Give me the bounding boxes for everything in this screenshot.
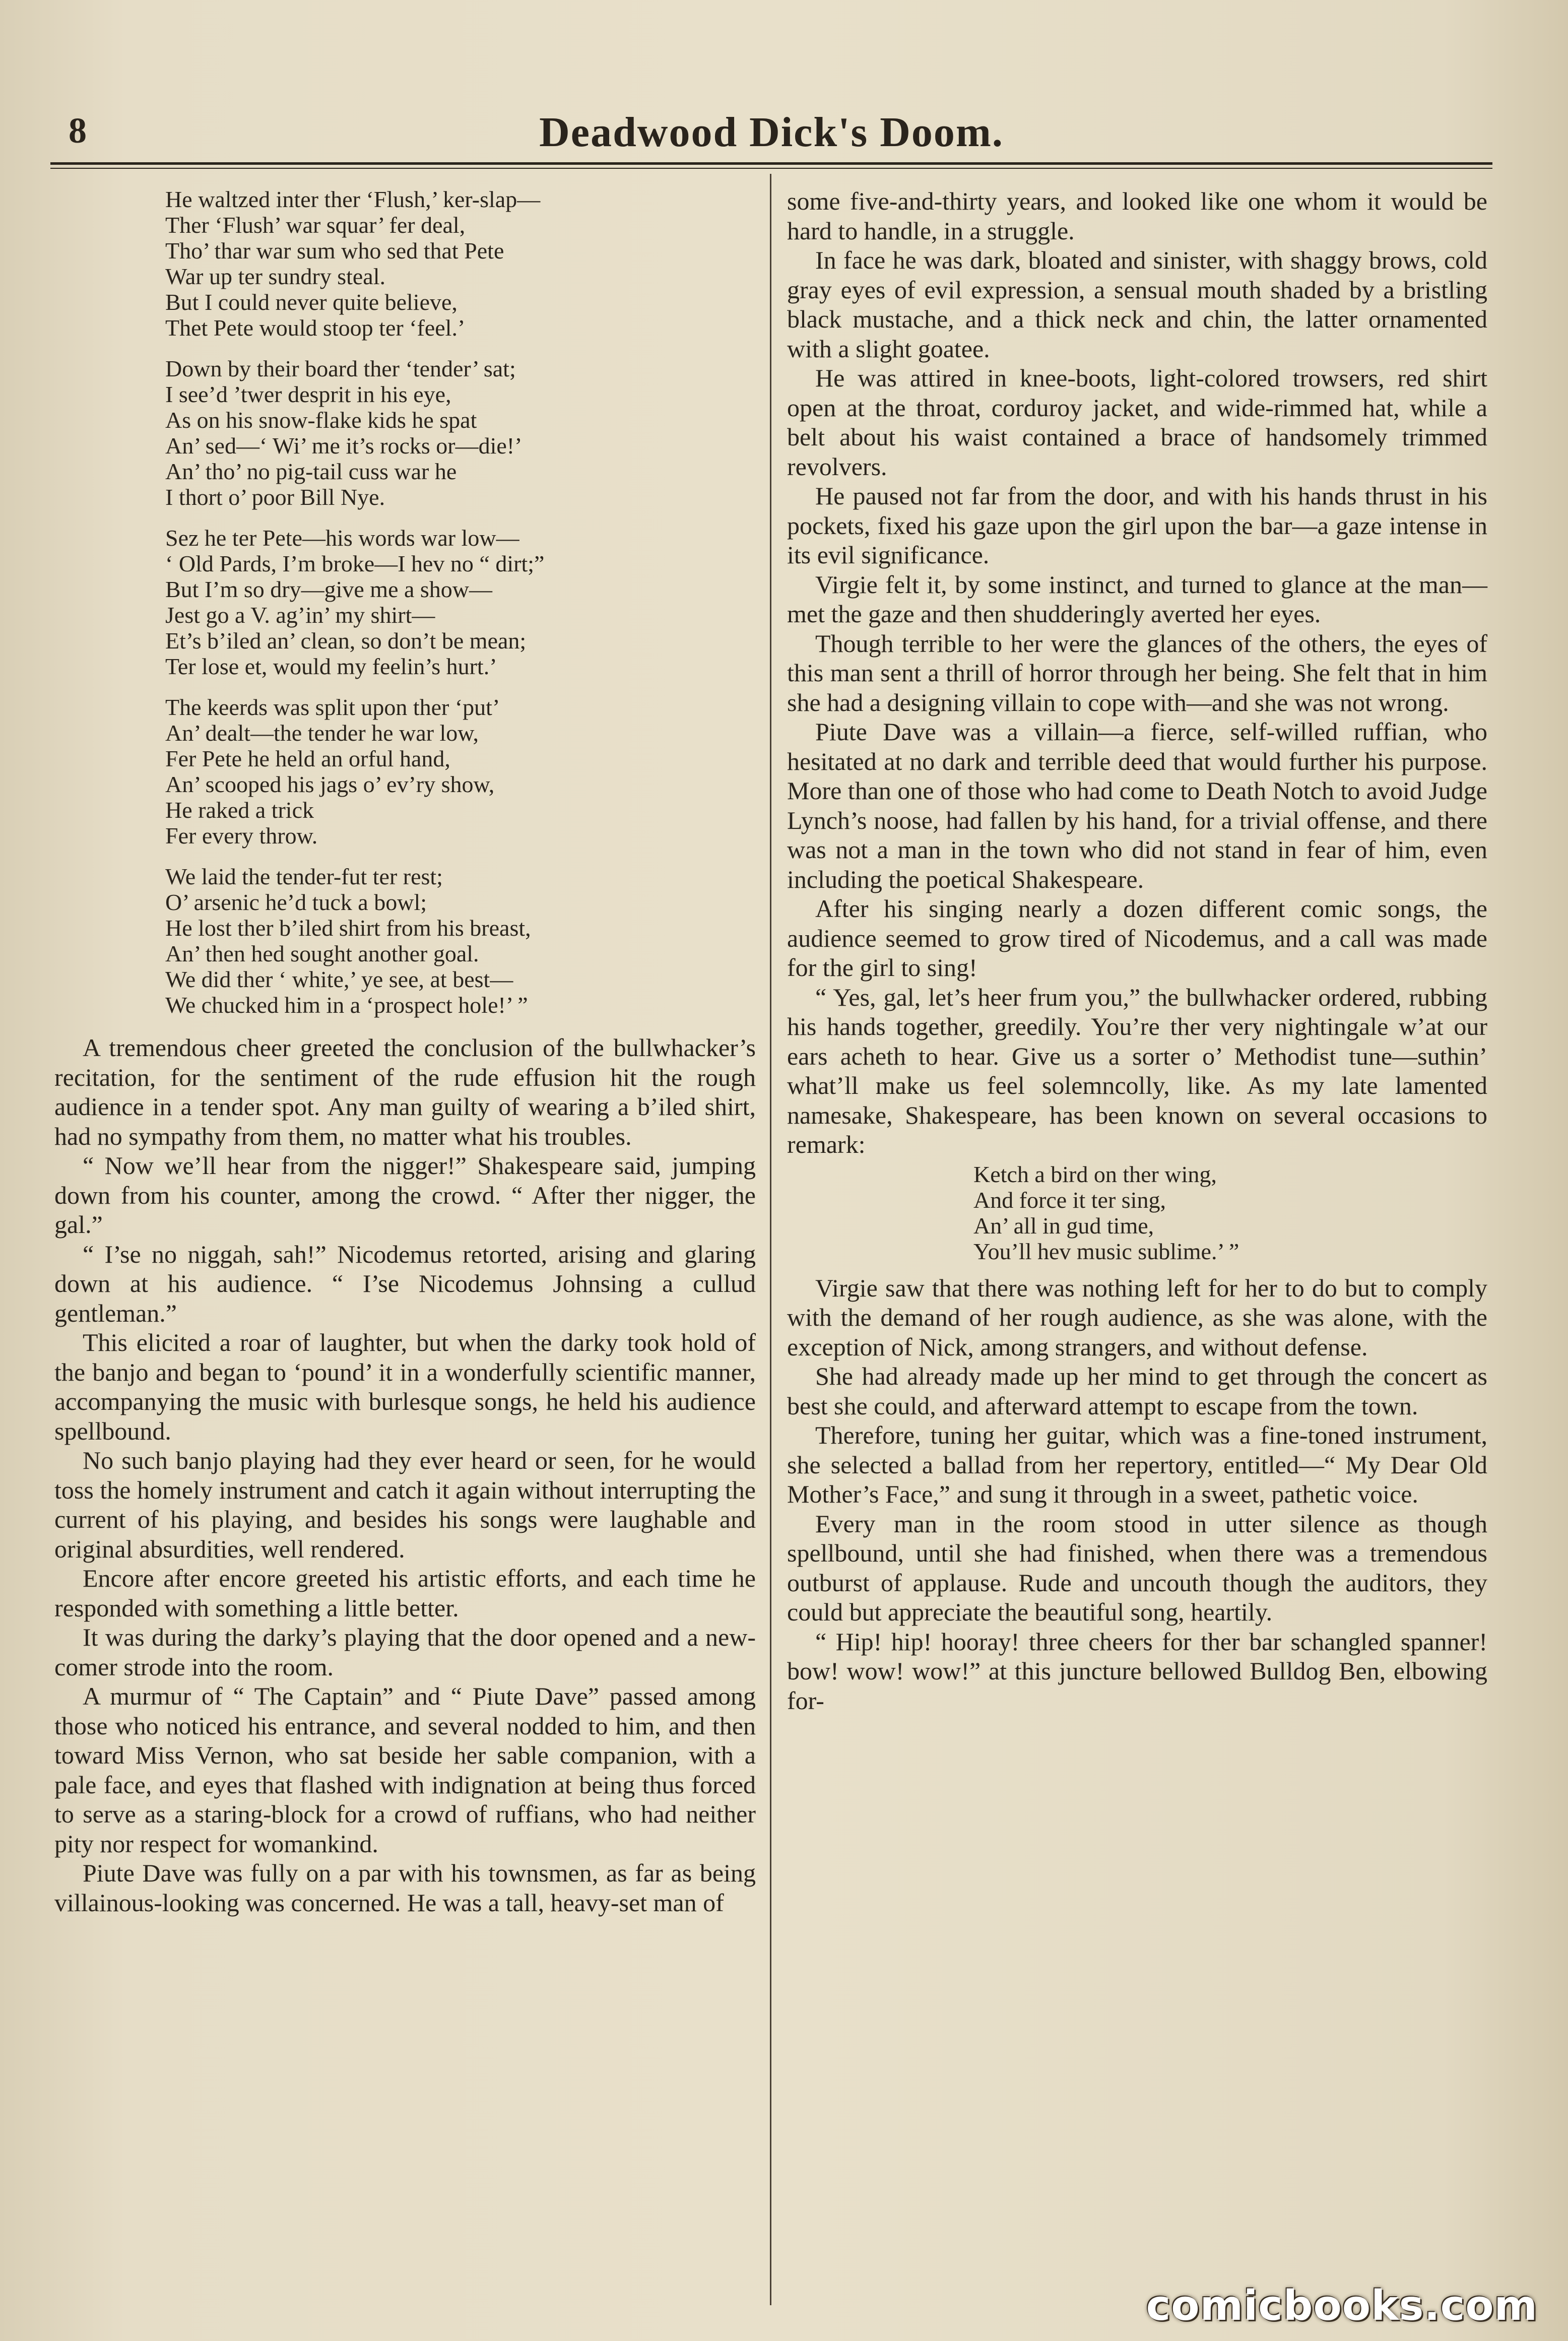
paragraph: This elicited a roar of laughter, but when the darky took hold of the banjo and began to ‘pound’ it in a wonderfully scientific manner, accompanying the music with burlesque songs, he held his audience spellbound. [54, 1328, 756, 1445]
paragraph: Piute Dave was a villain—a fierce, self-willed ruffian, who hesitated at no dark and terrible deed that would further his purpose. More than one of those who had come to Death Notch to avoid Judge Lynch’s noose, had fallen by his hand, for a trivial offense, and there was not a man in the town who did not stand in fear of him, even including the poetical Shakespeare. [787, 718, 1487, 893]
watermark: comicbooks.com [1146, 2282, 1538, 2330]
poem-line: Sez he ter Pete—his words war low— [165, 525, 519, 551]
paragraph: In face he was dark, bloated and sinister, with shaggy brows, cold gray eyes of evil expression, a sensual mouth shaded by a bristling black mustache, and a thick neck and chin, the latter ornamented with a slight goatee. [787, 246, 1487, 363]
poem-stanza [165, 864, 756, 1018]
paragraph: No such banjo playing had they ever heard or seen, for he would toss the homely instrument and catch it again without interrupting the current of his playing, and besides his songs were laughable and original absurdities, well rendered. [54, 1446, 756, 1563]
poem-line: Thet Pete would stoop ter ‘feel.’ [165, 315, 466, 341]
poem-line: We chucked him in a ‘prospect hole!’ ” [165, 992, 528, 1018]
poem-line: An’ dealt—the tender he war low, [165, 720, 479, 746]
header-rule-thin [50, 168, 1492, 169]
poem-line: I see’d ’twer desprit in his eye, [165, 381, 451, 407]
poem-line: Et’s b’iled an’ clean, so don’t be mean; [165, 628, 527, 654]
poem-stanza [165, 525, 756, 679]
right-paragraphs-after-verse [787, 1273, 1487, 1716]
verse-line: An’ all in gud time, [973, 1212, 1154, 1239]
poem-line: An’ then hed sought another goal. [165, 941, 479, 966]
paragraph: “ Yes, gal, let’s heer frum you,” the bullwhacker ordered, rubbing his hands together, greedily. You’re ther very nightingale w’at our ears acheth to hear. Give us a sorter o’ Methodist tune—suthin’ what’ll make us feel solemncolly, like. As my late lamented namesake, Shakespeare, has been known on several occasions to remark: [787, 983, 1487, 1158]
poem [54, 186, 756, 1018]
paragraph: “ I’se no niggah, sah!” Nicodemus retorted, arising and glaring down at his audience. “ I’se Nicodemus Johnsing a cullud gentleman.” [54, 1240, 756, 1327]
poem-line: We laid the tender-fut ter rest; [165, 864, 443, 889]
left-column [54, 186, 756, 1917]
verse-line: Ketch a bird on ther wing, [973, 1161, 1217, 1187]
paragraph: A murmur of “ The Captain” and “ Piute Dave” passed among those who noticed his entrance, and several nodded to him, and then toward Miss Vernon, who sat beside her sable companion, with a pale face, and eyes that flashed with indignation at being thus forced to serve as a staring-block for a crowd of ruffians, who had neither pity nor respect for womankind. [54, 1682, 756, 1858]
header-rule [50, 162, 1492, 165]
poem-line: Tho’ thar war sum who sed that Pete [165, 238, 504, 264]
poem-line: Ther ‘Flush’ war squar’ fer deal, [165, 212, 466, 238]
poem-stanza [165, 186, 756, 341]
poem-line: An’ sed—‘ Wi’ me it’s rocks or—die!’ [165, 433, 522, 459]
poem-line: Jest go a V. ag’in’ my shirt— [165, 602, 435, 628]
poem-line: He raked a trick [165, 797, 314, 823]
page-header [50, 101, 1492, 161]
poem-line: ‘ Old Pards, I’m broke—I hev no “ dirt;” [165, 551, 545, 576]
verse-line: You’ll hev music sublime.’ ” [973, 1238, 1239, 1264]
paragraph: Therefore, tuning her guitar, which was a fine-toned instrument, she selected a ballad from her repertory, entitled—“ My Dear Old Mother’s Face,” and sung it through in a sweet, pathetic voice. [787, 1421, 1487, 1508]
paragraph: Every man in the room stood in utter silence as though spellbound, until she had finished, when there was a tremendous outburst of applause. Rude and uncouth though the auditors, they could but appreciate the beautiful song, heartily. [787, 1509, 1487, 1626]
poem-line: But I’m so dry—give me a show— [165, 576, 493, 602]
paragraph: He was attired in knee-boots, light-colored trowsers, red shirt open at the throat, corduroy jacket, and wide-rimmed hat, while a belt about his waist contained a brace of handsomely trimmed revolvers. [787, 364, 1487, 481]
right-paragraphs-before-verse [787, 186, 1487, 1159]
poem-line: As on his snow-flake kids he spat [165, 407, 477, 433]
poem-line: He waltzed inter ther ‘Flush,’ ker-slap— [165, 186, 541, 212]
paragraph: He paused not far from the door, and with his hands thrust in his pockets, fixed his gaze upon the girl upon the bar—a gaze intense in its evil significance. [787, 482, 1487, 569]
paragraph: Encore after encore greeted his artistic efforts, and each time he responded with something a little better. [54, 1564, 756, 1622]
poem-line: Down by their board ther ‘tender’ sat; [165, 356, 516, 381]
poem-line: Ter lose et, would my feelin’s hurt.’ [165, 654, 497, 679]
poem-line: An’ scooped his jags o’ ev’ry show, [165, 771, 495, 797]
paragraph: A tremendous cheer greeted the conclusion of the bullwhacker’s recitation, for the sentiment of the rude effusion hit the rough audience in a tender spot. Any man guilty of wearing a b’iled shirt, had no sympathy from them, no matter what his troubles. [54, 1033, 756, 1150]
poem-line: The keerds was split upon ther ‘put’ [165, 694, 500, 720]
poem-line: War up ter sundry steal. [165, 264, 385, 289]
verse-line: And force it ter sing, [973, 1187, 1166, 1213]
paragraph: Though terrible to her were the glances of the others, the eyes of this man sent a thrill of horror through her being. She felt that in him she had a designing villain to cope with—and she was not wrong. [787, 629, 1487, 717]
paragraph: Piute Dave was fully on a par with his townsmen, as far as being villainous-looking was concerned. He was a tall, heavy-set man of [54, 1859, 756, 1917]
poem-line: Fer every throw. [165, 823, 318, 849]
paragraph: some five-and-thirty years, and looked like one whom it would be hard to handle, in a struggle. [787, 187, 1487, 245]
poem-line: O’ arsenic he’d tuck a bowl; [165, 889, 427, 915]
right-column [787, 186, 1487, 1715]
paragraph: Virgie saw that there was nothing left for her to do but to comply with the demand of her rough audience, as she was alone, with the exception of Nick, among strangers, and without defense. [787, 1273, 1487, 1361]
left-paragraphs [54, 1033, 756, 1917]
running-title: Deadwood Dick's Doom. [539, 109, 1004, 156]
poem-line: I thort o’ poor Bill Nye. [165, 484, 385, 510]
poem-line: An’ tho’ no pig-tail cuss war he [165, 459, 457, 484]
poem-line: We did ther ‘ white,’ ye see, at best— [165, 966, 513, 992]
poem-stanza [165, 356, 756, 510]
page-number: 8 [69, 110, 87, 151]
paragraph: “ Hip! hip! hooray! three cheers for ther bar schangled spanner! bow! wow! wow!” at this juncture bellowed Bulldog Ben, elbowing for- [787, 1627, 1487, 1715]
poem-stanza [165, 694, 756, 849]
paragraph: Virgie felt it, by some instinct, and turned to glance at the man—met the gaze and then shudderingly averted her eyes. [787, 570, 1487, 628]
quoted-verse [973, 1161, 1487, 1264]
poem-line: But I could never quite believe, [165, 289, 458, 315]
poem-line: He lost ther b’iled shirt from his breast, [165, 915, 531, 941]
paragraph: She had already made up her mind to get through the concert as best she could, and afterward attempt to escape from the town. [787, 1362, 1487, 1420]
paragraph: It was during the darky’s playing that the door opened and a new-comer strode into the room. [54, 1623, 756, 1681]
poem-line: Fer Pete he held an orful hand, [165, 746, 450, 771]
paragraph: After his singing nearly a dozen different comic songs, the audience seemed to grow tired of Nicodemus, and a call was made for the girl to sing! [787, 894, 1487, 982]
column-divider [770, 174, 771, 2305]
paragraph: “ Now we’ll hear from the nigger!” Shakespeare said, jumping down from his counter, among the crowd. “ After ther nigger, the gal.” [54, 1151, 756, 1239]
